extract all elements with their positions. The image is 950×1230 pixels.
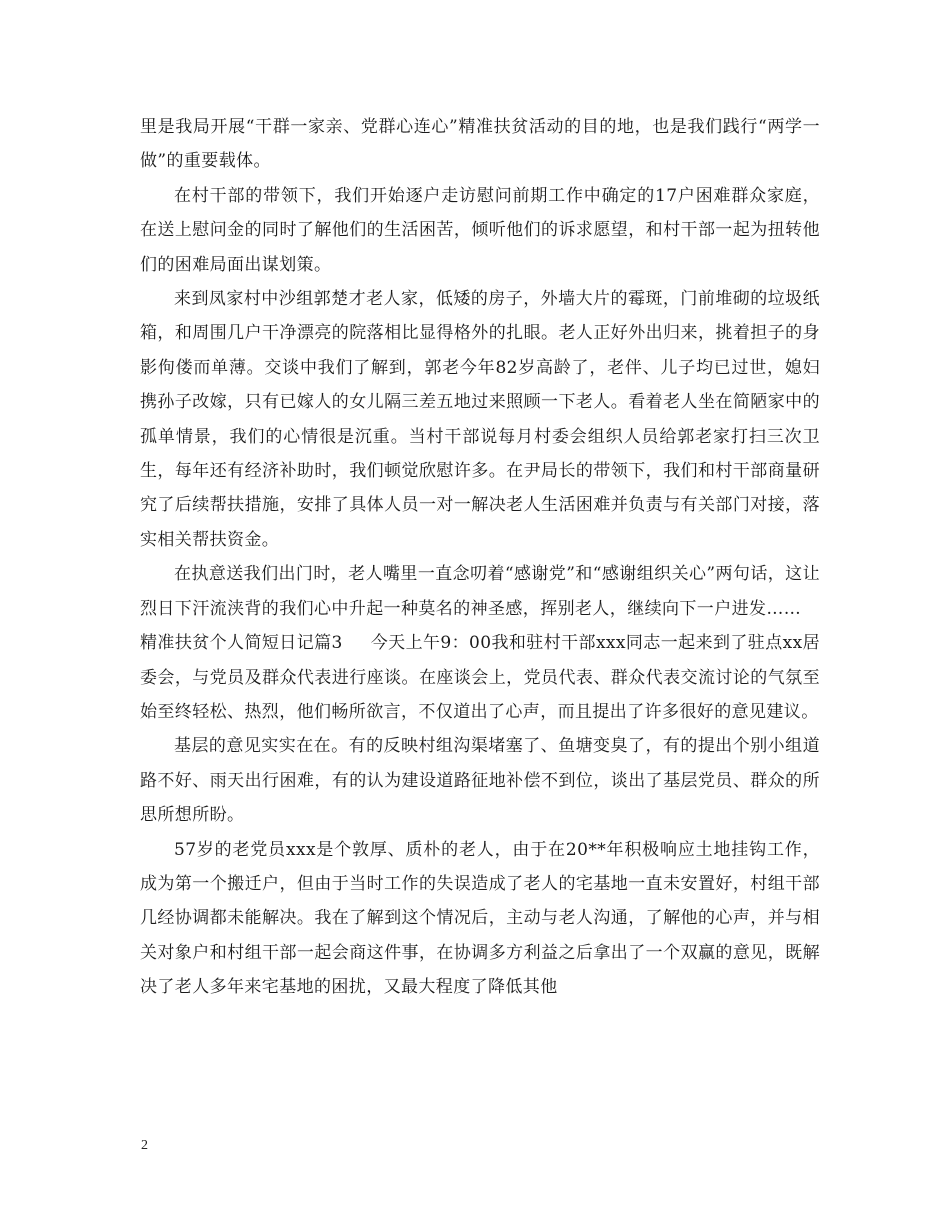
paragraph-6: 基层的意见实实在在。有的反映村组沟渠堵塞了、鱼塘变臭了，有的提出个别小组道路不好、雨天出行困难，有的认为建设道路征地补偿不到位，谈出了基层党员、群众的所思所想所盼。: [140, 736, 820, 826]
paragraph-2: 在村干部的带领下，我们开始逐户走访慰问前期工作中确定的17户困难群众家庭，在送上慰问金的同时了解他们的生活困苦，倾听他们的诉求愿望，和村干部一起为扭转他们的困难局面出谋划策。: [140, 185, 820, 275]
paragraph-1: 里是我局开展“干群一家亲、党群心连心”精准扶贫活动的目的地，也是我们践行“两学一做”的重要载体。: [140, 117, 820, 172]
paragraph-3: 来到凤家村中沙组郭楚才老人家，低矮的房子，外墙大片的霉斑，门前堆砌的垃圾纸箱，和周围几户干净漂亮的院落相比显得格外的扎眼。老人正好外出归来，挑着担子的身影佝偻而单薄。交谈中我们了解到，郭老今年82岁高龄了，老伴、儿子均已过世，媳妇携孙子改嫁，只有已嫁人的女儿隔三差五地过来照顾一下老人。看着老人坐在简陋家中的孤单情景，我们的心情很是沉重。当村干部说每月村委会组织人员给郭老家打扫三次卫生，每年还有经济补助时，我们顿觉欣慰许多。在尹局长的带领下，我们和村干部商量研究了后续帮扶措施，安排了具体人员一对一解决老人生活困难并负责与有关部门对接，落实相关帮扶资金。: [140, 289, 820, 550]
document-body: [140, 110, 820, 1005]
diary-entry-paragraph: [140, 626, 820, 729]
diary-entry-title: 精准扶贫个人简短日记篇3: [140, 633, 343, 654]
paragraph-7: 57岁的老党员xxx是个敦厚、质朴的老人，由于在20**年积极响应土地挂钩工作，成为第一个搬迁户，但由于当时工作的失误造成了老人的宅基地一直未安置好，村组干部几经协调都未能解决。我在了解到这个情况后，主动与老人沟通，了解他的心声，并与相关对象户和村组干部一起会商这件事，在协调多方利益之后拿出了一个双赢的意见，既解决了老人多年来宅基地的困扰，又最大程度了降低其他: [140, 839, 820, 998]
page-number: 2: [141, 1138, 148, 1153]
diary-entry-text: 今天上午9：00我和驻村干部xxx同志一起来到了驻点xx居委会，与党员及群众代表进行座谈。在座谈会上，党员代表、群众代表交流讨论的气氛至始至终轻松、热烈，他们畅所欲言，不仅道出了心声，而且提出了许多很好的意见建议。: [140, 633, 821, 722]
paragraph-4: 在执意送我们出门时，老人嘴里一直念叨着“感谢党”和“感谢组织关心”两句话，这让烈日下汗流浃背的我们心中升起一种莫名的神圣感，挥别老人，继续向下一户进发……: [140, 564, 820, 619]
